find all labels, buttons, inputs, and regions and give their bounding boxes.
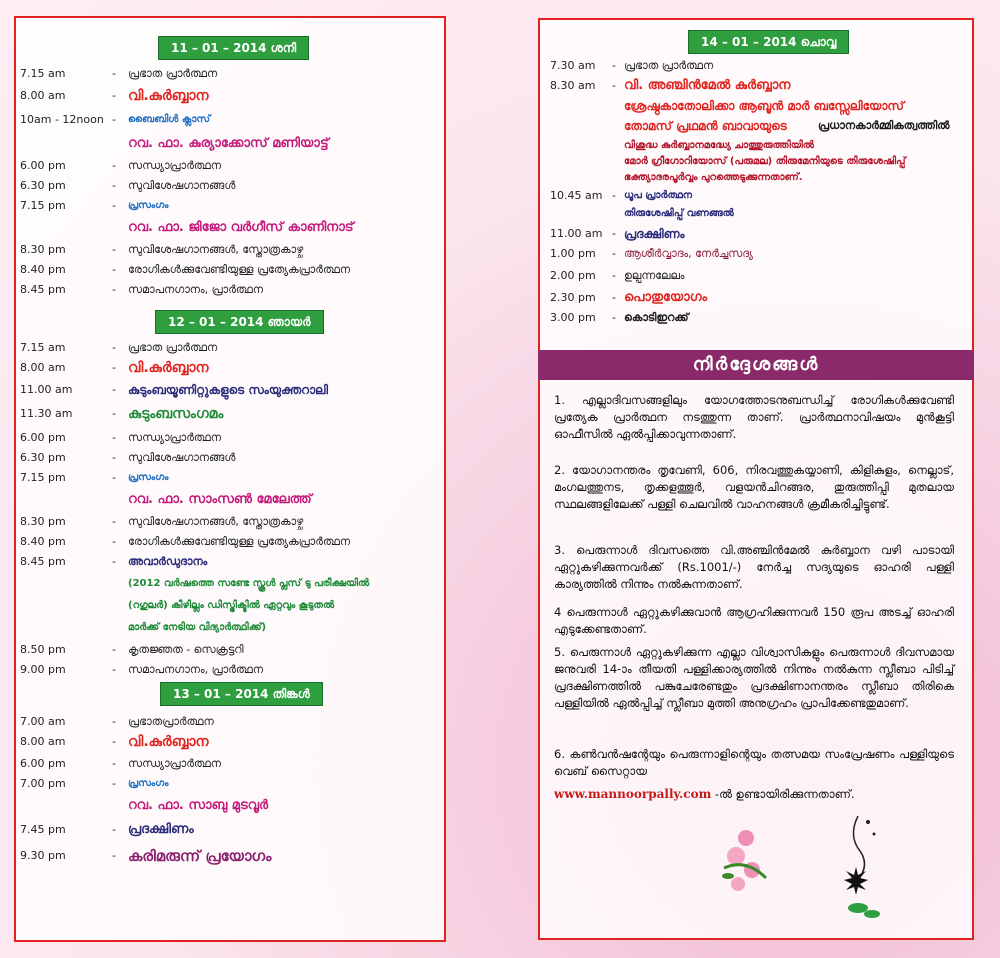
row-dash: - bbox=[112, 361, 116, 374]
row-dash: - bbox=[112, 67, 116, 80]
row-text: (2012 വർഷത്തെ സണ്ടേ സ്കൂൾ പ്ലസ് ടു പരീക്ഷയിൽ bbox=[128, 578, 370, 589]
day-header-14-01: 14 – 01 – 2014 ചൊവ്വ bbox=[688, 30, 849, 54]
row-text: പൊതുയോഗം bbox=[624, 290, 708, 305]
row-time: 11.00 am bbox=[20, 383, 73, 396]
row-dash: - bbox=[612, 189, 616, 202]
row-text: സുവിശേഷഗാനങ്ങൾ bbox=[128, 179, 236, 192]
row-text: വി.കുർബ്ബാന bbox=[128, 734, 209, 750]
row-text: ശ്രേഷ്ഠകാതോലിക്കാ ആബൂൻ മാർ ബസ്സേലിയോസ് bbox=[624, 99, 904, 113]
row-text: പ്രസംഗം bbox=[128, 778, 169, 789]
row-text: ധൂപ പ്രാർത്ഥന bbox=[624, 190, 693, 201]
row-text: വിശുദ്ധ കുർബ്ബാനമദ്ധ്യേ ചാത്തുരുത്തിയിൽ bbox=[624, 140, 814, 151]
row-time: 6.00 pm bbox=[20, 431, 66, 444]
row-text: കൃതജ്ഞത - സെക്രട്ടറി bbox=[128, 643, 244, 656]
row-dash: - bbox=[612, 247, 616, 260]
row-time: 7.15 am bbox=[20, 341, 66, 354]
row-dash: - bbox=[112, 849, 116, 862]
row-dash: - bbox=[612, 311, 616, 324]
note-item-4: 4 പെരുന്നാൾ ഏറ്റുകഴിക്കുവാൻ ആഗ്രഹിക്കുന്നവർ 150 രൂപ അടച്ച് ഓഹരി എടുക്കേണ്ടതാണ്. bbox=[554, 605, 954, 636]
note-item-1: 1. എല്ലാദിവസങ്ങളിലും യോഗത്തോടനുബന്ധിച്ച് രോഗികൾക്കുവേണ്ടി പ്രത്യേക പ്രാർത്ഥന നടത്തുന്ന താണ്. പ്രാർത്ഥനാവിഷയം മുൻകൂട്ടി ഓഫീസിൽ ഏൽപ്പിക്കാവുന്നതാണ്. bbox=[554, 393, 954, 441]
row-dash: - bbox=[112, 451, 116, 464]
row-text: വി. അഞ്ചിൻമേൽ കുർബ്ബാന bbox=[624, 78, 791, 93]
row-text: റവ. ഫാ. സാബു മുടവൂർ bbox=[128, 798, 269, 813]
row-time: 7.45 pm bbox=[20, 823, 66, 836]
row-text: സമാപനഗാനം, പ്രാർത്ഥന bbox=[128, 663, 264, 676]
note-url-line bbox=[554, 786, 954, 803]
row-text: മാർക്ക് നേടിയ വിദ്യാർത്ഥിക്ക്) bbox=[128, 622, 267, 633]
row-dash: - bbox=[112, 663, 116, 676]
row-text: സുവിശേഷഗാനങ്ങൾ, സ്തോത്രകാഴ്ച bbox=[128, 243, 304, 256]
row-text: സമാപനഗാനം, പ്രാർത്ഥന bbox=[128, 283, 264, 296]
day-header-12-01: 12 – 01 – 2014 ഞായർ bbox=[155, 310, 324, 334]
row-dash: - bbox=[112, 89, 116, 102]
row-time: 8.30 pm bbox=[20, 243, 66, 256]
row-time: 3.00 pm bbox=[550, 311, 596, 324]
row-text: പ്രദക്ഷിണം bbox=[128, 822, 194, 837]
row-dash: - bbox=[112, 643, 116, 656]
row-dash: - bbox=[612, 269, 616, 282]
row-time: 11.30 am bbox=[20, 407, 73, 420]
row-text: വി.കുർബ്ബാന bbox=[128, 360, 209, 376]
row-time: 8.30 am bbox=[550, 79, 596, 92]
row-time: 9.30 pm bbox=[20, 849, 66, 862]
row-text: ആശീർവ്വാദം, നേർച്ചസദ്യ bbox=[624, 247, 753, 260]
row-time: 8.40 pm bbox=[20, 263, 66, 276]
row-dash: - bbox=[112, 179, 116, 192]
row-dash: - bbox=[612, 79, 616, 92]
row-time: 10.45 am bbox=[550, 189, 603, 202]
row-text: റവ. ഫാ. സാംസൺ മേലേത്ത് bbox=[128, 492, 312, 507]
row-text: കൊടിഇറക്ക് bbox=[624, 311, 689, 324]
row-text: സുവിശേഷഗാനങ്ങൾ bbox=[128, 451, 236, 464]
row-text: സന്ധ്യാപ്രാർത്ഥന bbox=[128, 757, 221, 770]
row-time: 2.00 pm bbox=[550, 269, 596, 282]
row-dash: - bbox=[112, 159, 116, 172]
row-text: സന്ധ്യാപ്രാർത്ഥന bbox=[128, 431, 221, 444]
row-time: 6.00 pm bbox=[20, 159, 66, 172]
note-item-3: 3. പെരുന്നാൾ ദിവസത്തെ വി.അഞ്ചിൻമേൽ കുർബ്ബാന വഴി പാടായി ഏറ്റുകഴിക്കുന്നവർക്ക് (Rs.1001/-) നേർച്ച സദ്യയുടെ ഓഹരി പള്ളി കാര്യത്തിൽ നിന്നും നൽകുന്നതാണ്. bbox=[554, 543, 954, 591]
row-dash: - bbox=[112, 199, 116, 212]
row-text: സന്ധ്യാപ്രാർത്ഥന bbox=[128, 159, 221, 172]
row-text: പ്രസംഗം bbox=[128, 472, 169, 483]
row-dash: - bbox=[112, 715, 116, 728]
row-text: (റഗുലർ) കീഴില്ലം ഡിസ്ട്രിക്ടിൽ ഏറ്റവും കൂടുതൽ bbox=[128, 600, 335, 611]
row-time: 7.15 am bbox=[20, 67, 66, 80]
row-dash: - bbox=[112, 757, 116, 770]
row-time: 8.00 am bbox=[20, 735, 66, 748]
row-text: ഭക്ത്യാദരപൂർവ്വം പുറത്തെടുക്കുന്നതാണ്. bbox=[624, 172, 803, 183]
flower-decoration-icon bbox=[716, 818, 776, 898]
row-time: 7.30 am bbox=[550, 59, 596, 72]
row-dash: - bbox=[112, 113, 116, 126]
row-time: 6.30 pm bbox=[20, 179, 66, 192]
row-text: മോർ ഗ്രീഗോറിയോസ് (പരുമല) തിരുമേനിയുടെ തിരുശേഷിപ്പ് bbox=[624, 156, 906, 167]
row-text: തിരുശേഷിപ്പ് വണങ്ങൽ bbox=[624, 208, 734, 219]
row-time: 8.45 pm bbox=[20, 283, 66, 296]
row-time: 8.00 am bbox=[20, 361, 66, 374]
row-time: 7.00 am bbox=[20, 715, 66, 728]
notes-banner: നിർദ്ദേശങ്ങൾ bbox=[538, 350, 974, 380]
row-text: കുടുംബയൂണിറ്റുകളുടെ സംയുക്തറാലി bbox=[128, 383, 329, 397]
row-dash: - bbox=[112, 823, 116, 836]
row-dash: - bbox=[612, 227, 616, 240]
row-dash: - bbox=[112, 407, 116, 420]
note-item-6: 6. കൺവൻഷന്റേയും പെരുന്നാളിന്റെയും തത്സമയ സംപ്രേഷണം പള്ളിയുടെ വെബ് സൈറ്റായ bbox=[554, 747, 954, 778]
row-time: 9.00 pm bbox=[20, 663, 66, 676]
floral-flourish-icon bbox=[824, 806, 894, 926]
row-text: പ്രധാനകാർമ്മികത്വത്തിൽ bbox=[818, 119, 950, 132]
row-time: 8.45 pm bbox=[20, 555, 66, 568]
row-time: 7.15 pm bbox=[20, 199, 66, 212]
row-dash: - bbox=[112, 263, 116, 276]
row-dash: - bbox=[112, 283, 116, 296]
row-time: 8.30 pm bbox=[20, 515, 66, 528]
row-time: 6.00 pm bbox=[20, 757, 66, 770]
row-text: പ്രസംഗം bbox=[128, 200, 169, 211]
row-text: പ്രഭാത പ്രാർത്ഥന bbox=[624, 59, 714, 72]
row-time: 11.00 am bbox=[550, 227, 603, 240]
row-text: റവ. ഫാ. ജിജോ വർഗീസ് കാണിനാട് bbox=[128, 220, 354, 235]
row-dash: - bbox=[112, 341, 116, 354]
row-time: 1.00 pm bbox=[550, 247, 596, 260]
note-item-5: 5. പെരുന്നാൾ ഏറ്റുകഴിക്കുന്ന എല്ലാ വിശ്വാസികളും പെരുന്നാൾ ദിവസമായ ജനുവരി 14-ാം തീയതി പള്ളിക്കാര്യത്തിൽ നിന്നും നൽകുന്ന സ്ലീബാ പിടിച്ച് പ്രദക്ഷിണത്തിൽ പങ്കുചേരേണ്ടതും പ്രദക്ഷിണാനന്തരം സ്ലീബാ തിരികെ പള്ളിയിൽ ഏൽപ്പിച്ച് സ്ലീബാ മുത്തി അനുഗ്രഹം പ്രാപിക്കേണ്ടതുമാണ്. bbox=[554, 645, 954, 710]
row-text: പ്രദക്ഷിണം bbox=[624, 227, 685, 241]
row-dash: - bbox=[112, 243, 116, 256]
row-text: അവാർഡുദാനം bbox=[128, 555, 208, 568]
row-time: 6.30 pm bbox=[20, 451, 66, 464]
row-text: വി.കുർബ്ബാന bbox=[128, 88, 209, 104]
row-text: ഉല്പന്നലേലം bbox=[624, 269, 685, 282]
day-header-11-01: 11 – 01 – 2014 ശനി bbox=[158, 36, 309, 60]
row-text: പ്രഭാത പ്രാർത്ഥന bbox=[128, 341, 218, 354]
note-item-2: 2. യോഗാനന്തരം തൃവേണി, 606, നിരവത്തുകയ്യാണി, കിളികുളം, നെല്ലാട്, മംഗലത്തുനട, തൃക്കളത്തൂർ, വളയൻചിറങ്ങര, തുരുത്തിപ്പി മുതലായ സ്ഥലങ്ങളിലേക്ക് പള്ളി ചെലവിൽ വാഹനങ്ങൾ ക്രമീകരിച്ചിട്ടുണ്ട്. bbox=[554, 463, 954, 511]
row-time: 8.00 am bbox=[20, 89, 66, 102]
row-time: 8.50 pm bbox=[20, 643, 66, 656]
row-dash: - bbox=[112, 431, 116, 444]
website-link[interactable]: www.mannoorpally.com bbox=[554, 787, 712, 801]
row-dash: - bbox=[112, 535, 116, 548]
day-header-13-01: 13 – 01 – 2014 തിങ്കൾ bbox=[160, 682, 323, 706]
row-text: ബൈബിൾ ക്ലാസ് bbox=[128, 114, 211, 125]
row-text: രോഗികൾക്കുവേണ്ടിയുള്ള പ്രത്യേകപ്രാർത്ഥന bbox=[128, 263, 351, 276]
row-dash: - bbox=[112, 383, 116, 396]
row-dash: - bbox=[612, 59, 616, 72]
row-dash: - bbox=[112, 471, 116, 484]
row-time: 2.30 pm bbox=[550, 291, 596, 304]
row-time: 7.15 pm bbox=[20, 471, 66, 484]
row-dash: - bbox=[112, 735, 116, 748]
url-suffix: -ൽ ഉണ്ടായിരിക്കുന്നതാണ്. bbox=[711, 787, 855, 801]
row-time: 10am - 12noon bbox=[20, 113, 104, 126]
row-dash: - bbox=[112, 555, 116, 568]
row-text: പ്രഭാത പ്രാർത്ഥന bbox=[128, 67, 218, 80]
row-dash: - bbox=[112, 777, 116, 790]
row-time: 8.40 pm bbox=[20, 535, 66, 548]
row-dash: - bbox=[612, 291, 616, 304]
row-text: തോമസ് പ്രഥമൻ ബാവായുടെ bbox=[624, 119, 787, 133]
row-text: രോഗികൾക്കുവേണ്ടിയുള്ള പ്രത്യേകപ്രാർത്ഥന bbox=[128, 535, 351, 548]
row-text: കുടുംബസംഗമം bbox=[128, 406, 224, 422]
row-text: പ്രഭാതപ്രാർത്ഥന bbox=[128, 715, 214, 728]
row-dash: - bbox=[112, 515, 116, 528]
row-text: കരിമരുന്ന് പ്രയോഗം bbox=[128, 847, 272, 865]
row-time: 7.00 pm bbox=[20, 777, 66, 790]
row-text: സുവിശേഷഗാനങ്ങൾ, സ്തോത്രകാഴ്ച bbox=[128, 515, 304, 528]
row-text: റവ. ഫാ. കുര്യാക്കോസ് മണിയാട്ട് bbox=[128, 136, 329, 151]
